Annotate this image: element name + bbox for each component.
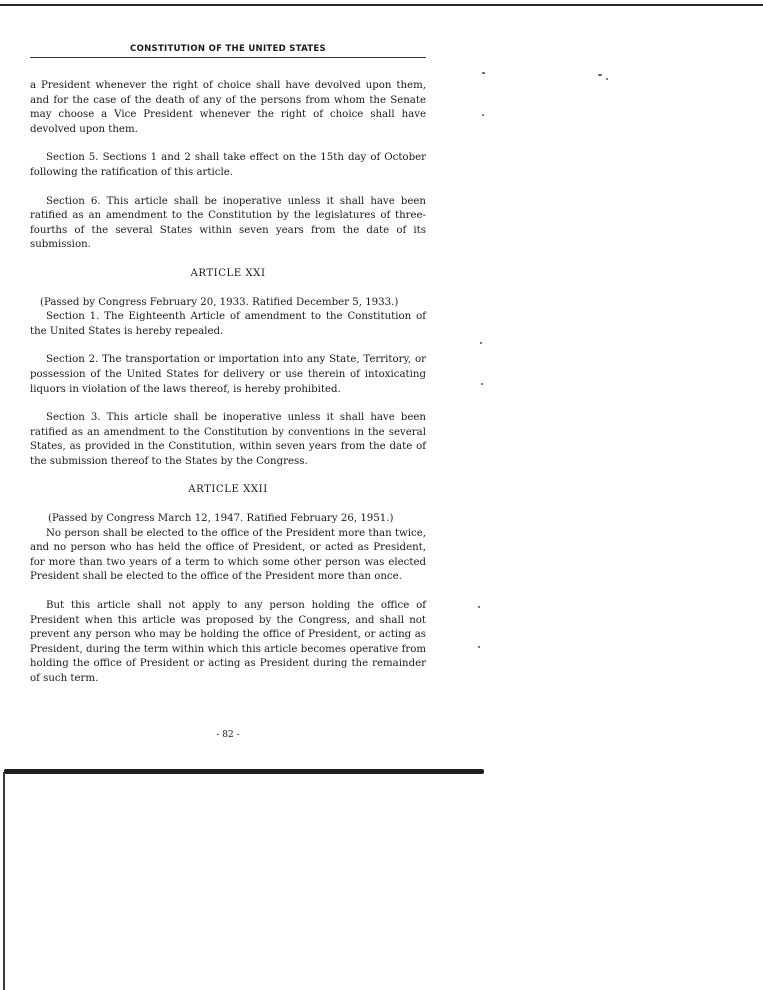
article-22-passed-note: (Passed by Congress March 12, 1947. Ratified February 26, 1951.) — [48, 513, 394, 525]
article-22-paragraph-2: But this article shall not apply to any person holding the office of President when this article was proposed by the Congress, and shall not prevent any person who may be holding the office of President, or acting as President, during the term within which this article becomes operative from holding the office of President or acting as President during the remainder of such term. — [30, 600, 426, 684]
article-22-title: ARTICLE XXII — [188, 484, 268, 496]
article-21-passed-note: (Passed by Congress February 20, 1933. Ratified December 5, 1933.) — [40, 296, 399, 308]
scan-speck — [482, 114, 484, 116]
scan-speck — [606, 78, 608, 80]
article-21-title: ARTICLE XXI — [190, 267, 266, 279]
document-body — [30, 79, 426, 687]
paragraph-continuation: a President whenever the right of choice shall have devolved upon them, and for the case of the death of any of the persons from whom the Senate may choose a Vice President whenever the right of choice shall have devolved upon them. — [30, 80, 426, 135]
page-number: - 82 - — [216, 730, 240, 740]
left-edge-shadow — [3, 772, 5, 990]
header-divider — [30, 57, 426, 58]
scan-speck — [478, 606, 480, 608]
top-border-rule — [0, 4, 763, 6]
scan-speck — [482, 72, 485, 74]
article-22-paragraph-1: No person shall be elected to the office of the President more than twice, and no person who has held the office of President, or acted as President, for more than two years of a term to which some other person was elected President shall be elected to the office of the President more than once. — [30, 527, 426, 583]
scan-speck — [598, 74, 602, 76]
article-21-section-3: Section 3. This article shall be inoperative unless it shall have been ratified as an amendment to the Constitution by conventions in the several States, as provided in the Constitution, within seven years from the date of the submission thereof to the States by the Congress. — [30, 412, 426, 467]
paragraph-section-6: Section 6. This article shall be inoperative unless it shall have been ratified as an amendment to the Constitution by the legislatures of three-fourths of the several States within seven years from the date of its submission. — [30, 195, 426, 251]
scan-speck — [480, 342, 482, 344]
scan-speck — [481, 383, 483, 385]
article-21-section-1: Section 1. The Eighteenth Article of amendment to the Constitution of the United States is hereby repealed. — [30, 311, 426, 337]
article-21-section-2: Section 2. The transportation or importation into any State, Territory, or possession of the United States for delivery or use therein of intoxicating liquors in violation of the laws thereof, is hereby prohibited. — [30, 354, 426, 395]
paragraph-section-5: Section 5. Sections 1 and 2 shall take effect on the 15th day of October following the ratification of this article. — [30, 152, 426, 178]
bottom-border-rule — [4, 769, 484, 774]
scan-speck — [478, 646, 480, 648]
page-header: CONSTITUTION OF THE UNITED STATES — [130, 44, 326, 54]
